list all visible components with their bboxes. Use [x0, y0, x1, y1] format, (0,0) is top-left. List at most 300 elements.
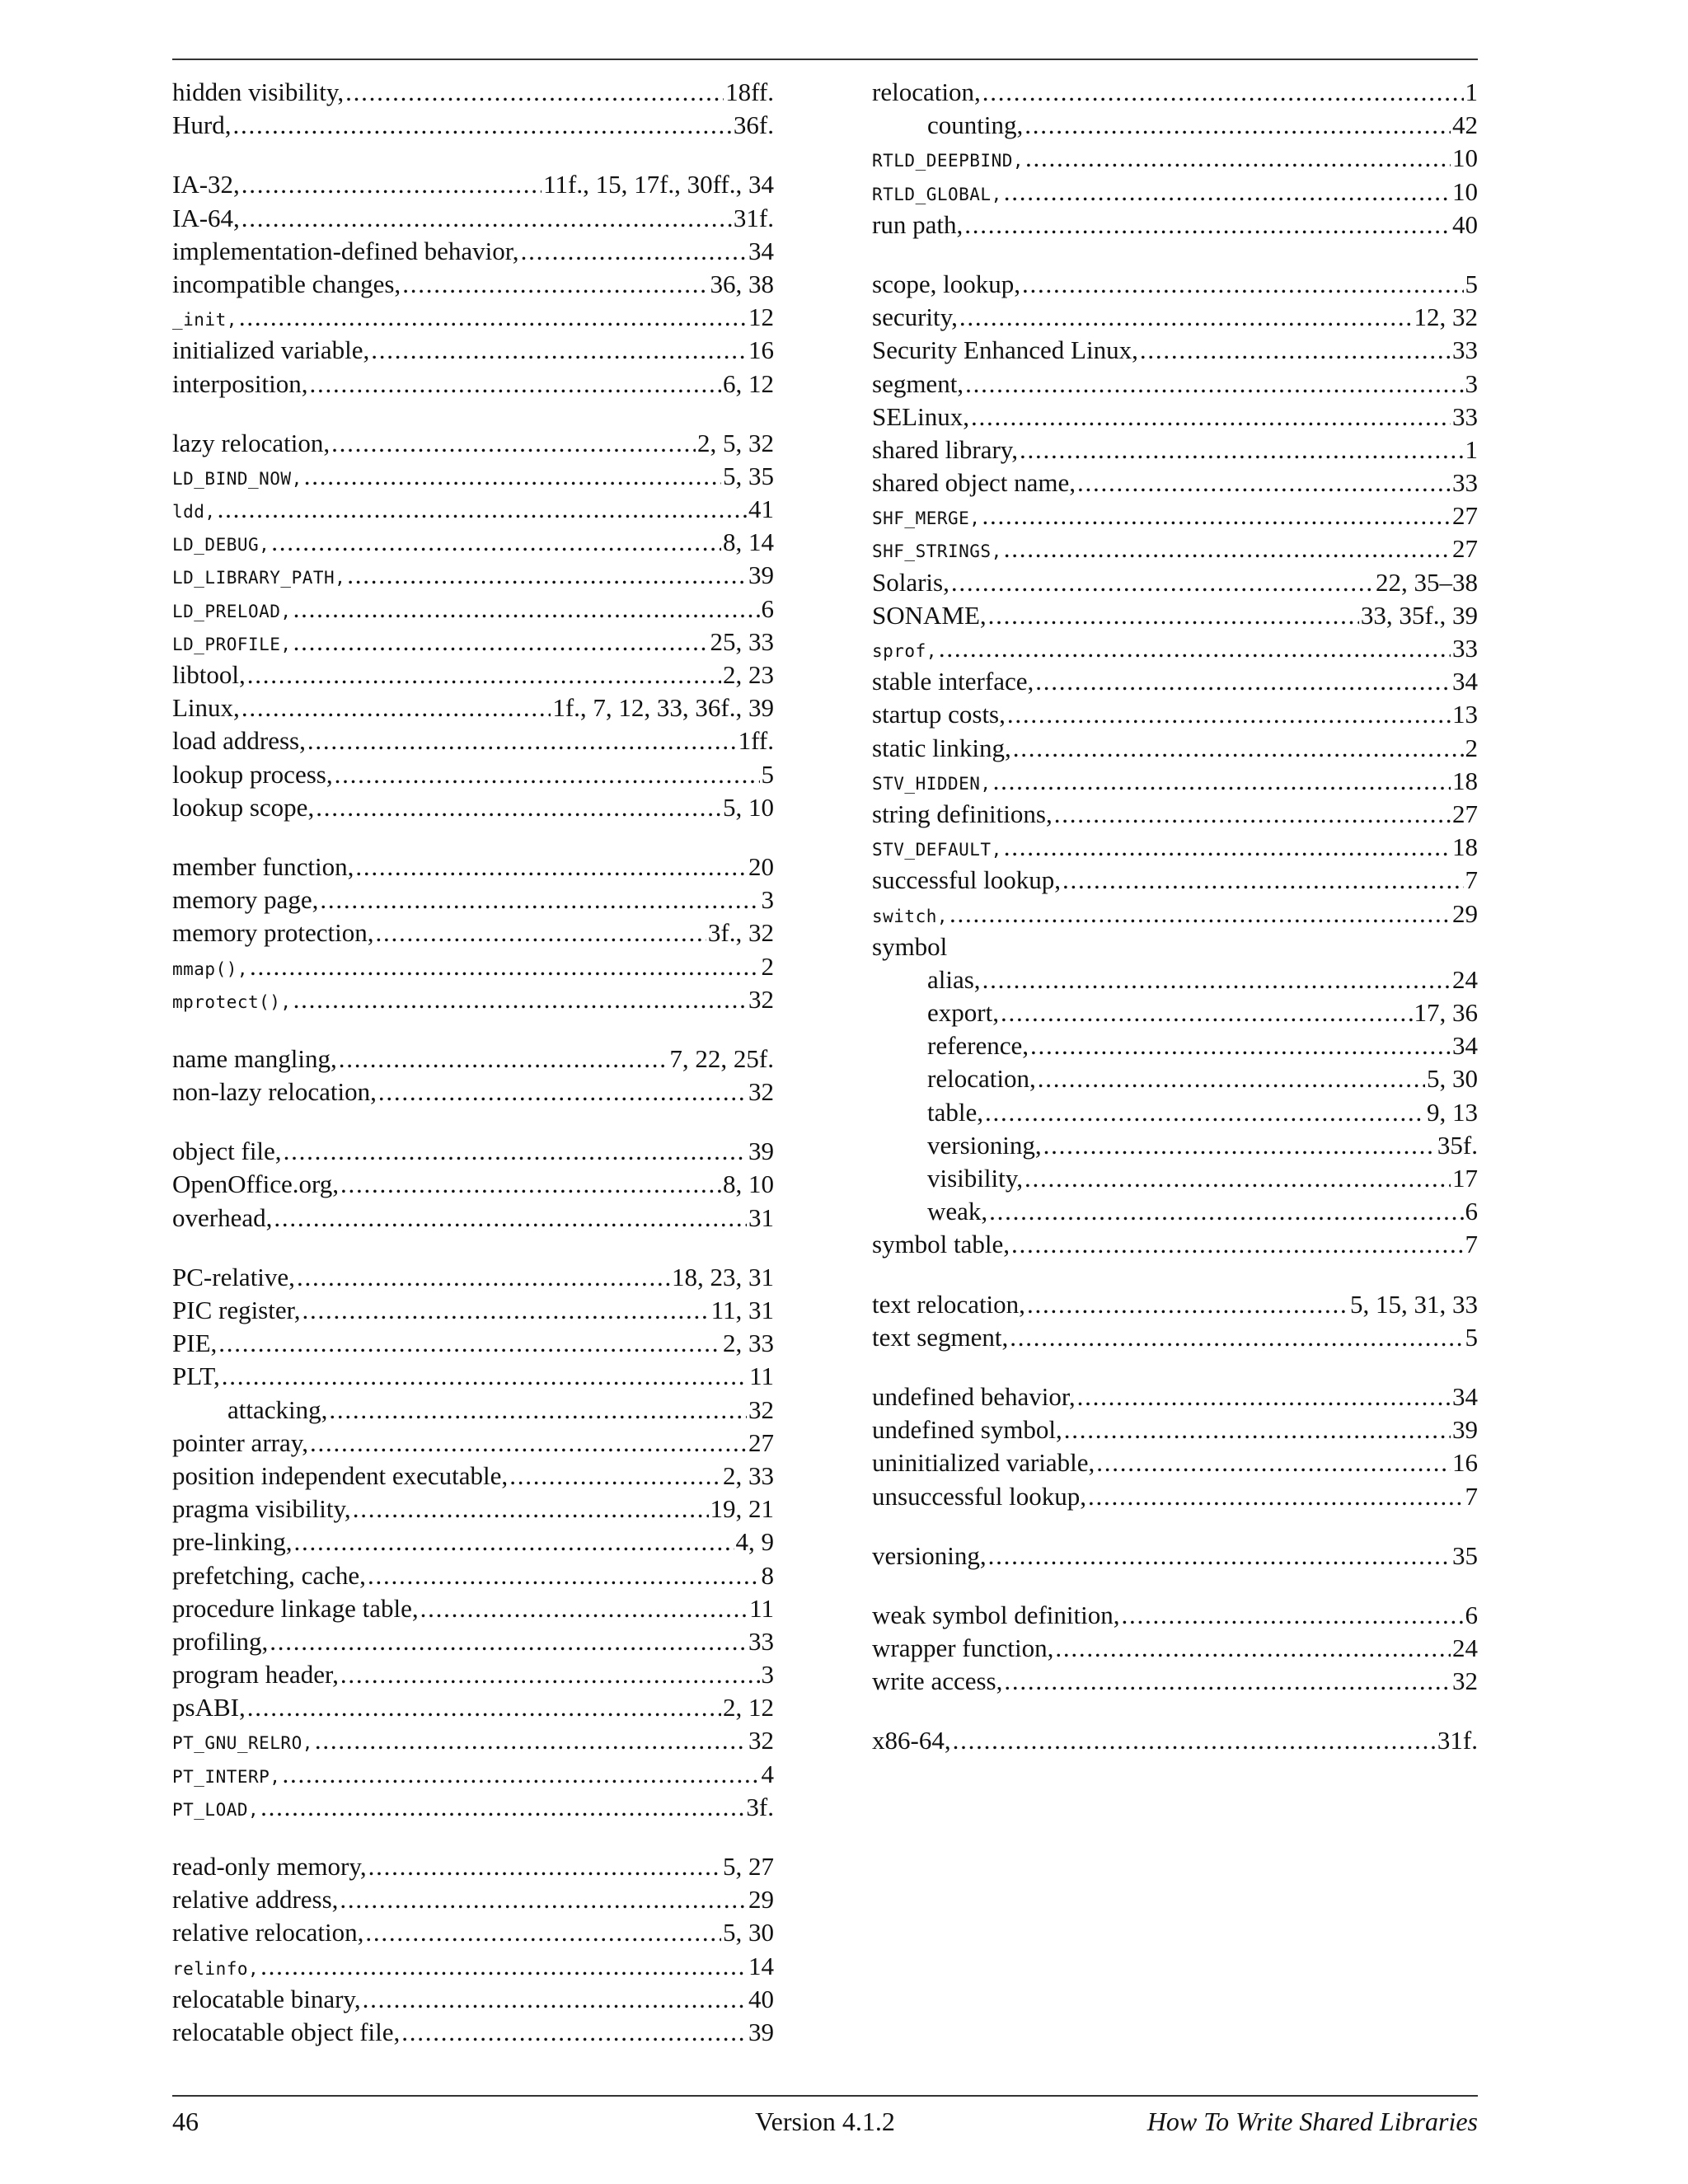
index-entry: [872, 176, 1478, 209]
index-term: load address,: [172, 726, 306, 756]
dot-leader: [309, 368, 721, 401]
index-entry: [172, 202, 774, 235]
version-label: Version 4.1.2: [755, 2107, 895, 2136]
index-page-refs: 39: [748, 2017, 774, 2046]
index-entry: [172, 427, 774, 460]
dot-leader: [509, 1460, 721, 1493]
dot-leader: [953, 1724, 1436, 1757]
index-entry: [172, 1202, 774, 1235]
index-term: interposition,: [172, 368, 308, 398]
dot-leader: [1062, 864, 1463, 897]
index-page-refs: 31f.: [1437, 1726, 1478, 1755]
index-page-refs: 16: [748, 335, 774, 365]
index-entry: [172, 526, 774, 559]
dot-leader: [1010, 1321, 1463, 1354]
dot-leader: [340, 1658, 760, 1691]
index-term: libtool,: [172, 660, 246, 689]
index-entry: [872, 831, 1478, 864]
index-page-refs: 34: [1452, 1381, 1478, 1411]
index-page-refs: 14: [748, 1951, 774, 1980]
dot-leader: [1030, 1029, 1451, 1062]
index-term: weak,: [927, 1197, 988, 1226]
book-title: How To Write Shared Libraries: [1146, 2107, 1478, 2136]
index-term: table,: [927, 1097, 983, 1127]
index-page-refs: 3: [761, 885, 774, 915]
index-page-refs: 18, 23, 31: [672, 1262, 774, 1291]
index-page-refs: 17, 36: [1414, 998, 1478, 1028]
index-entry: [172, 235, 774, 268]
dot-leader: [1011, 1228, 1463, 1261]
index-page-refs: 6: [761, 593, 774, 623]
index-page-refs: 10: [1452, 176, 1478, 206]
index-entry: [172, 1724, 774, 1757]
dot-leader: [329, 1394, 747, 1427]
index-page-refs: 5: [1465, 1322, 1478, 1352]
index-entry: [872, 864, 1478, 897]
index-entry: [172, 1850, 774, 1883]
dot-leader: [993, 765, 1451, 798]
index-entry: [872, 798, 1478, 831]
dot-leader: [1140, 334, 1451, 367]
dot-leader: [1043, 1129, 1436, 1162]
index-term: relative relocation,: [172, 1918, 364, 1947]
index-page-refs: 4, 9: [735, 1527, 774, 1557]
index-entry: [872, 1288, 1478, 1321]
index-term: scope, lookup,: [872, 269, 1020, 298]
index-entry: [172, 1983, 774, 2016]
index-term: PIE,: [172, 1329, 218, 1358]
dot-leader: [241, 168, 542, 201]
dot-leader: [260, 1950, 747, 1983]
index-term: object file,: [172, 1137, 282, 1166]
index-term: pre-linking,: [172, 1527, 293, 1557]
index-term: PIC register,: [172, 1296, 301, 1324]
index-term: prefetching, cache,: [172, 1560, 366, 1590]
index-entry: [172, 1916, 774, 1949]
index-entry: [872, 698, 1478, 731]
index-entry: [872, 466, 1478, 499]
index-page-refs: 41: [748, 494, 774, 524]
index-entry: [172, 76, 774, 109]
dot-leader: [959, 301, 1413, 334]
index-subentry: [872, 996, 1478, 1029]
index-term: ldd,: [172, 502, 216, 523]
index-term: switch,: [872, 906, 949, 926]
dot-leader: [368, 1850, 721, 1883]
dot-leader: [988, 599, 1359, 632]
dot-leader: [1004, 831, 1451, 864]
dot-leader: [1121, 1599, 1463, 1632]
index-term: pointer array,: [172, 1427, 308, 1457]
index-entry: [172, 1526, 774, 1558]
index-page-refs: 2: [1465, 733, 1478, 762]
dot-leader: [1038, 1062, 1425, 1095]
index-page-refs: 33: [1452, 401, 1478, 431]
index-term: reference,: [927, 1031, 1029, 1061]
index-term: IA-32,: [172, 170, 240, 199]
dot-leader: [1077, 466, 1451, 499]
dot-leader: [939, 632, 1451, 665]
index-term: IA-64,: [172, 203, 240, 232]
index-page-refs: 5: [1465, 269, 1478, 298]
index-entry: [172, 168, 774, 201]
index-term: alias,: [927, 964, 981, 994]
index-page-refs: 27: [1452, 501, 1478, 531]
dot-leader: [1013, 732, 1464, 765]
index-term: shared object name,: [872, 468, 1076, 498]
dot-leader: [345, 76, 724, 109]
index-term: procedure linkage table,: [172, 1593, 419, 1623]
dot-leader: [282, 1758, 759, 1791]
index-entry: [172, 109, 774, 142]
index-page-refs: 2, 33: [723, 1460, 774, 1490]
index-entry: [172, 950, 774, 983]
index-term: uninitialized variable,: [872, 1448, 1095, 1478]
index-entry: [872, 1413, 1478, 1446]
index-page-refs: 33: [1452, 335, 1478, 365]
index-entry: [172, 758, 774, 791]
index-page-refs: 18: [1452, 766, 1478, 795]
index-page-refs: 2, 23: [723, 660, 774, 689]
index-entry: [172, 1135, 774, 1168]
index-page-refs: 11, 31: [710, 1296, 774, 1324]
index-entry: [172, 1460, 774, 1493]
dot-leader: [320, 883, 759, 916]
index-entry: [872, 499, 1478, 532]
dot-leader: [378, 1076, 747, 1108]
dot-leader: [401, 2016, 747, 2049]
index-term: stable interface,: [872, 667, 1034, 696]
dot-leader: [964, 209, 1451, 241]
index-term: hidden visibility,: [172, 77, 345, 106]
index-page-refs: 22, 35–38: [1376, 567, 1478, 597]
dot-leader: [971, 401, 1451, 434]
index-term: incompatible changes,: [172, 269, 401, 298]
page-number: 46: [172, 2107, 199, 2136]
index-term: text segment,: [872, 1322, 1009, 1352]
index-term: relocatable object file,: [172, 2017, 401, 2046]
index-term: shared library,: [872, 434, 1019, 464]
index-term: Linux,: [172, 693, 240, 723]
index-entry: [872, 401, 1478, 434]
index-page-refs: 3f.: [746, 1792, 774, 1821]
index-entry: [872, 732, 1478, 765]
index-page-refs: 18ff.: [725, 77, 774, 106]
dot-leader: [241, 202, 732, 235]
index-entry: [172, 1691, 774, 1724]
index-term: non-lazy relocation,: [172, 1077, 377, 1107]
index-entry: [872, 632, 1478, 665]
index-page-refs: 10: [1452, 143, 1478, 173]
dot-leader: [371, 334, 747, 367]
index-entry: [872, 765, 1478, 798]
index-entry: [172, 626, 774, 658]
dot-leader: [316, 791, 721, 824]
index-entry: [172, 1950, 774, 1983]
footer-rule: [172, 2095, 1478, 2097]
dot-leader: [274, 1202, 747, 1235]
index-subentry: [872, 109, 1478, 142]
dot-leader: [247, 658, 721, 691]
index-term: x86-64,: [872, 1726, 951, 1755]
index-page-refs: 27: [1452, 799, 1478, 828]
dot-leader: [1004, 176, 1451, 209]
index-entry: [872, 301, 1478, 334]
index-term: unsuccessful lookup,: [872, 1481, 1087, 1511]
dot-leader: [988, 1540, 1451, 1572]
dot-leader: [965, 368, 1463, 401]
dot-leader: [339, 1043, 668, 1076]
index-page-refs: 12, 32: [1414, 302, 1478, 332]
index-page-refs: 29: [1452, 898, 1478, 928]
index-term: relocation,: [927, 1064, 1036, 1094]
index-page-refs: 6, 12: [723, 368, 774, 398]
index-term: visibility,: [927, 1164, 1023, 1193]
index-page-refs: 39: [1452, 1415, 1478, 1445]
index-page-refs: 25, 33: [710, 626, 774, 656]
index-page-refs: 42: [1452, 110, 1478, 140]
index-term: mprotect(),: [172, 991, 292, 1012]
index-entry: [172, 493, 774, 526]
dot-leader: [951, 566, 1374, 599]
index-page-refs: 36f.: [733, 110, 774, 140]
index-term: read-only memory,: [172, 1852, 367, 1881]
index-page-refs: 33: [1452, 634, 1478, 663]
index-entry: [872, 1480, 1478, 1513]
index-entry: [172, 301, 774, 334]
dot-leader: [353, 1493, 709, 1526]
dot-leader: [297, 1261, 670, 1294]
index-term: relinfo,: [172, 1958, 260, 1979]
dot-leader: [982, 76, 1464, 109]
dot-leader: [420, 1592, 748, 1625]
index-entry: [172, 883, 774, 916]
index-page-refs: 9, 13: [1427, 1097, 1478, 1127]
index-term: lookup scope,: [172, 792, 315, 822]
index-page-refs: 19, 21: [710, 1494, 774, 1524]
dot-leader: [985, 1096, 1425, 1129]
index-term: implementation-defined behavior,: [172, 236, 519, 265]
index-page-refs: 5, 27: [723, 1852, 774, 1881]
index-entry: [872, 532, 1478, 565]
index-term: export,: [927, 998, 999, 1028]
index-term: PC-relative,: [172, 1262, 295, 1291]
index-term: SONAME,: [872, 600, 987, 630]
dot-leader: [363, 1983, 747, 2016]
index-entry: [172, 691, 774, 724]
index-entry: [172, 1261, 774, 1294]
index-page-refs: 1: [1465, 77, 1478, 106]
dot-leader: [1055, 1632, 1451, 1665]
index-page-refs: 32: [1452, 1666, 1478, 1696]
index-term: name mangling,: [172, 1043, 337, 1073]
dot-leader: [218, 493, 747, 526]
index-entry: [172, 268, 774, 301]
index-term: SHF_STRINGS,: [872, 541, 1002, 562]
dot-leader: [347, 559, 747, 592]
index-page-refs: 11: [749, 1593, 774, 1623]
index-page-refs: 5, 15, 31, 33: [1350, 1289, 1478, 1319]
index-entry: [172, 851, 774, 883]
index-entry: [872, 1380, 1478, 1413]
dot-leader: [1054, 798, 1451, 831]
index-page-refs: 1f., 7, 12, 33, 36f., 39: [552, 693, 774, 723]
index-page-refs: 1ff.: [738, 726, 774, 756]
index-page-refs: 39: [748, 560, 774, 590]
dot-leader: [1025, 109, 1451, 142]
index-entry: [872, 434, 1478, 466]
index-page-refs: 24: [1452, 1633, 1478, 1663]
index-term: RTLD_GLOBAL,: [872, 184, 1002, 204]
index-subentry: [872, 1129, 1478, 1162]
dot-leader: [222, 1360, 748, 1393]
dot-leader: [304, 460, 721, 493]
index-page-refs: 34: [1452, 1031, 1478, 1061]
index-entry: [872, 268, 1478, 301]
index-entry: [872, 142, 1478, 175]
index-term: overhead,: [172, 1202, 273, 1232]
index-page-refs: 34: [1452, 667, 1478, 696]
index-term: relative address,: [172, 1885, 339, 1915]
index-term: RTLD_DEEPBIND,: [872, 151, 1025, 171]
index-term: profiling,: [172, 1626, 269, 1656]
dot-leader: [989, 1195, 1463, 1228]
dot-leader: [293, 983, 747, 1016]
index-page-refs: 33: [1452, 468, 1478, 498]
index-page-refs: 33, 35f., 39: [1360, 600, 1478, 630]
index-subentry: [872, 1162, 1478, 1195]
index-entry: [872, 1665, 1478, 1698]
index-page-refs: 11f., 15, 17f., 30ff., 34: [543, 170, 774, 199]
index-page-refs: 5: [761, 759, 774, 789]
index-entry: [872, 930, 1478, 963]
dot-leader: [1020, 434, 1463, 466]
dot-leader: [260, 1791, 744, 1824]
index-subentry: [872, 1195, 1478, 1228]
index-term: successful lookup,: [872, 865, 1062, 895]
index-page-refs: 36, 38: [710, 269, 774, 298]
dot-leader: [271, 526, 721, 559]
dot-leader: [950, 898, 1451, 930]
index-subentry: [872, 1029, 1478, 1062]
index-term: undefined symbol,: [872, 1415, 1062, 1445]
index-term: LD_PRELOAD,: [172, 601, 292, 621]
index-page-refs: 29: [748, 1885, 774, 1915]
dot-leader: [247, 1691, 721, 1724]
index-page-refs: 2, 5, 32: [697, 428, 774, 457]
index-page-refs: 12: [748, 302, 774, 332]
index-page-refs: 4: [761, 1759, 774, 1788]
index-term: OpenOffice.org,: [172, 1169, 340, 1199]
index-entry: [172, 1559, 774, 1592]
index-page-refs: 5, 10: [723, 792, 774, 822]
index-page-refs: 2: [761, 951, 774, 981]
dot-leader: [1025, 142, 1451, 175]
index-page-refs: 13: [1452, 700, 1478, 729]
index-entry: [172, 1758, 774, 1791]
index-page-refs: 1: [1465, 434, 1478, 464]
dot-leader: [241, 691, 551, 724]
dot-leader: [365, 1916, 721, 1949]
dot-leader: [302, 1294, 709, 1327]
index-page-refs: 5, 30: [723, 1918, 774, 1947]
index-entry: [172, 1883, 774, 1916]
index-page-refs: 39: [748, 1137, 774, 1166]
index-entry: [172, 791, 774, 824]
index-page-refs: 5, 30: [1427, 1064, 1478, 1094]
index-term: memory protection,: [172, 918, 374, 948]
index-page-refs: 40: [748, 1984, 774, 2013]
dot-leader: [1004, 532, 1451, 565]
index-entry: [172, 1294, 774, 1327]
index-entry: [872, 334, 1478, 367]
dot-leader: [355, 851, 747, 883]
index-page-refs: 17: [1452, 1164, 1478, 1193]
dot-leader: [1004, 1665, 1451, 1698]
dot-leader: [284, 1135, 747, 1168]
index-page-refs: 31: [748, 1202, 774, 1232]
index-term: versioning,: [927, 1130, 1042, 1160]
index-entry: [172, 1427, 774, 1460]
index-entry: [172, 916, 774, 949]
index-entry: [172, 1493, 774, 1526]
index-entry: [872, 76, 1478, 109]
index-page-refs: 11: [749, 1361, 774, 1391]
index-term: initialized variable,: [172, 335, 370, 365]
index-term: pragma visibility,: [172, 1494, 351, 1524]
index-term: program header,: [172, 1660, 339, 1690]
index-entry: [172, 2016, 774, 2049]
index-page-refs: 2, 33: [723, 1329, 774, 1358]
index-term: STV_DEFAULT,: [872, 840, 1002, 860]
dot-leader: [1001, 996, 1413, 1029]
index-entry: [872, 368, 1478, 401]
index-term: LD_LIBRARY_PATH,: [172, 568, 346, 588]
dot-leader: [368, 1559, 760, 1592]
index-page-refs: 3: [1465, 368, 1478, 398]
index-entry: [172, 1592, 774, 1625]
index-term: _init,: [172, 310, 237, 330]
dot-leader: [293, 593, 760, 626]
dot-leader: [218, 1327, 721, 1360]
dot-leader: [982, 963, 1451, 996]
index-column-right: [872, 76, 1478, 1758]
dot-leader: [1027, 1288, 1348, 1321]
index-term: security,: [872, 302, 958, 332]
index-entry: [872, 1599, 1478, 1632]
index-page-refs: 24: [1452, 964, 1478, 994]
index-term: undefined behavior,: [872, 1381, 1076, 1411]
index-term: psABI,: [172, 1693, 246, 1722]
index-term: PT_LOAD,: [172, 1799, 260, 1820]
dot-leader: [340, 1883, 747, 1916]
index-term: relocation,: [872, 77, 981, 106]
index-page-refs: 7: [1465, 1481, 1478, 1511]
index-term: symbol table,: [872, 1230, 1010, 1259]
header-rule: [172, 59, 1478, 60]
index-term: wrapper function,: [872, 1633, 1054, 1663]
index-entry: [172, 334, 774, 367]
index-entry: [172, 1360, 774, 1393]
index-term: LD_PROFILE,: [172, 634, 292, 654]
dot-leader: [376, 916, 706, 949]
index-entry: [872, 1321, 1478, 1354]
index-term: segment,: [872, 368, 964, 398]
index-page-refs: 40: [1452, 209, 1478, 239]
index-entry: [172, 983, 774, 1016]
dot-leader: [1064, 1413, 1451, 1446]
dot-leader: [1096, 1446, 1451, 1479]
